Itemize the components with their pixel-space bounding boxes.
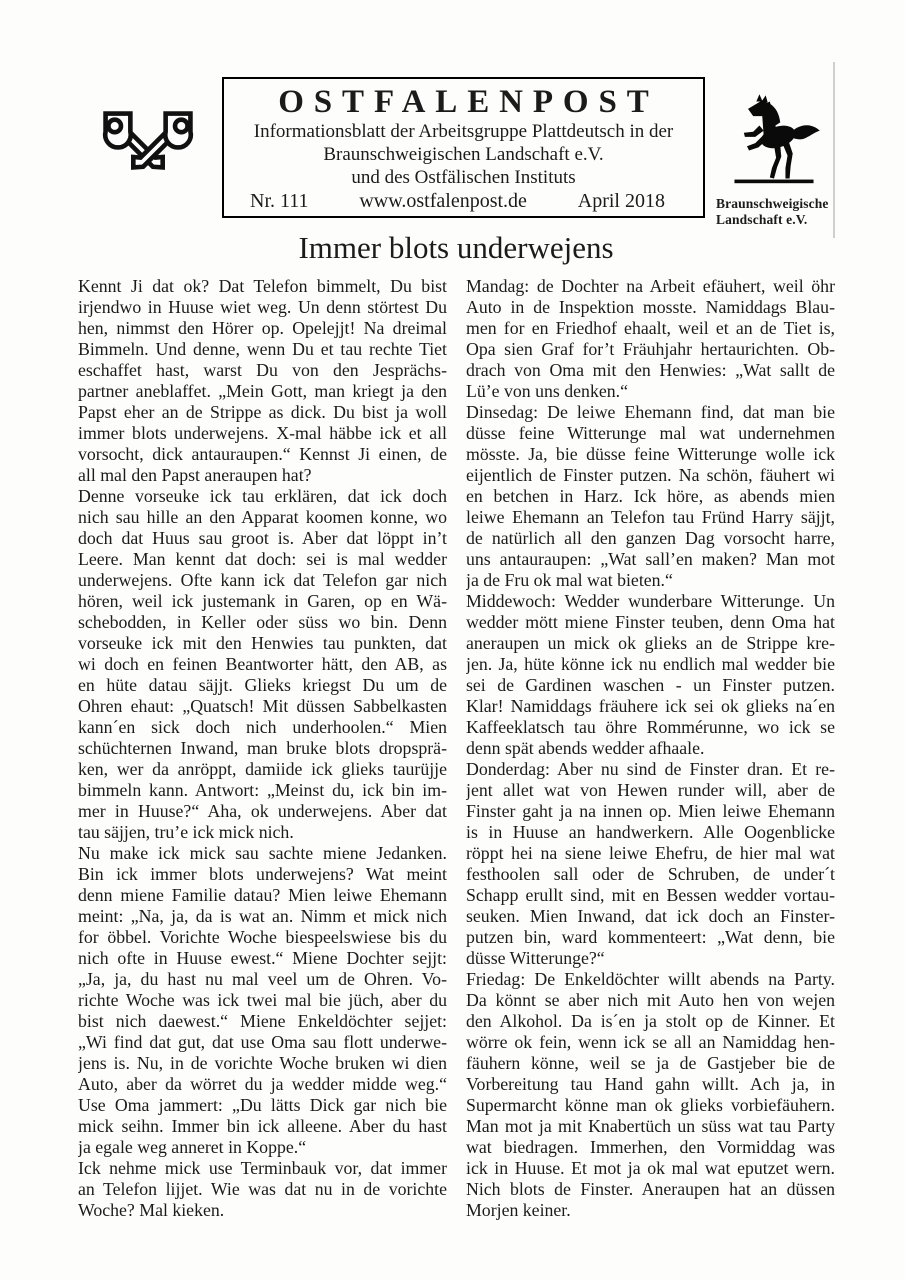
scan-artifact-line bbox=[833, 62, 835, 238]
text-line: Donderdag: Aber nu sind de Finster dran. Et re- bbox=[466, 759, 835, 779]
crossed-keys-logo bbox=[88, 98, 208, 190]
text-line: leiwe Ehemann an Telefon tau Fründ Harry säjjt, bbox=[466, 507, 835, 527]
newsletter-title: OSTFALENPOST bbox=[278, 84, 659, 120]
masthead-subtitle-line1: Informationsblatt der Arbeitsgruppe Plattdeutsch in der bbox=[253, 121, 674, 142]
text-line: „Wi find dat gut, dat use Oma sau flott underwe- bbox=[78, 1032, 447, 1052]
text-line: Ick nehme mick use Terminbauk vor, dat immer bbox=[78, 1158, 447, 1178]
text-line: Kennt Ji dat ok? Dat Telefon bimmelt, Du bist bbox=[78, 276, 447, 296]
horse-logo-caption-line2: Landschaft e.V. bbox=[716, 212, 808, 227]
text-line: underwejens. Ofte kann ick dat Telefon gar nich bbox=[78, 570, 447, 590]
text-line: is in Huuse an handwerkern. Alle Oogenblicke bbox=[466, 822, 835, 842]
text-line: kann´en sick doch nich underhoolen.“ Mien bbox=[78, 717, 447, 737]
text-line: wörre ok fein, wenn ick se all an Namiddag hen- bbox=[466, 1032, 835, 1052]
text-line: sei de Gardinen waschen - un Finster putzen. bbox=[466, 675, 835, 695]
text-line: ick in Huuse. Et mot ja ok mal wat eputzet wern. bbox=[466, 1158, 835, 1178]
text-line: röppt hei na siene leiwe Ehefru, de hier mal wat bbox=[466, 843, 835, 863]
text-line: eijentlich de Finster putzen. Na schön, fäuhert wi bbox=[466, 465, 835, 485]
text-line: Dinsedag: De leiwe Ehemann find, dat man bie bbox=[466, 402, 835, 422]
text-line: Finster gaht ja na innen op. Mien leiwe Ehemann bbox=[466, 801, 835, 821]
text-line: Woche? Mal kieken. bbox=[78, 1200, 225, 1220]
text-line: schebodden, in Keller oder süss wo bin. Denn bbox=[78, 612, 447, 632]
text-line: wat biedragen. Immerhen, den Vormiddag was bbox=[466, 1137, 835, 1157]
crossed-keys-icon bbox=[88, 98, 208, 190]
text-line: Friedag: De Enkeldöchter willt abends na Party. bbox=[466, 969, 835, 989]
text-line: drach von Oma mit den Henwies: „Wat sallt de bbox=[466, 360, 835, 380]
text-line: fäuhern könne, weil se ja de Gastjeber bie de bbox=[466, 1053, 835, 1073]
text-line: Leere. Man kennt dat doch: sei is mal wedder bbox=[78, 549, 447, 569]
text-line: Morjen keiner. bbox=[466, 1200, 571, 1220]
article-column-right bbox=[466, 276, 835, 1221]
issue-row bbox=[224, 189, 703, 212]
text-line: schüchternen Inwand, man bruke blots dropsprä- bbox=[78, 738, 447, 758]
text-line: „Ja, ja, du hast nu mal veel um de Ohren. Vo- bbox=[78, 969, 447, 989]
masthead-subtitle-line2: Braunschweigischen Landschaft e.V. bbox=[323, 144, 604, 165]
text-line: jens is. Nu, in de vorichte Woche bruken wi dien bbox=[78, 1053, 447, 1073]
masthead-box bbox=[222, 77, 705, 218]
text-line: jent allet wat von Hewen runder will, aber de bbox=[466, 780, 835, 800]
text-line: hen, nimmst den Hörer op. Opelejjt! Na dreimal bbox=[78, 318, 447, 338]
horse-logo-caption-line1: Braunschweigische bbox=[716, 196, 829, 211]
text-line: vorseuke ick mit den Henwies tau punkten, dat bbox=[78, 633, 447, 653]
masthead-subtitle-line3: und des Ostfälischen Instituts bbox=[351, 167, 576, 188]
text-line: wi doch en feinen Beantworter hätt, den AB, as bbox=[78, 654, 447, 674]
text-line: Ohren ehaut: „Quatsch! Mit düssen Sabbelkasten bbox=[78, 696, 447, 716]
text-line: de natürlich all den ganzen Dag vorsocht harre, bbox=[466, 528, 835, 548]
text-line: meint: „Na, ja, da is wat an. Nimm et mick nich bbox=[78, 906, 447, 926]
text-line: all mal den Papst aneraupen hat? bbox=[78, 465, 312, 485]
text-line: Klar! Namiddags fräuhere ick sei ok glieks na´en bbox=[466, 696, 835, 716]
text-line: an Telefon lijjet. Wie was dat nu in de vorichte bbox=[78, 1179, 447, 1199]
text-line: Lü’e von uns denken.“ bbox=[466, 381, 628, 401]
text-line: en betchen in Harz. Ick höre, as abends mien bbox=[466, 486, 835, 506]
text-line: wedder mött miene Finster teuben, denn Oma hat bbox=[466, 612, 835, 632]
text-line: putzen bin, ward kommenteert: „Wat denn, bie bbox=[466, 927, 835, 947]
text-line: Kaffeeklatsch tau öhre Rommérunne, wo ick se bbox=[466, 717, 835, 737]
text-line: festhoolen sall oder de Schruben, de under´t bbox=[466, 864, 835, 884]
issue-number: Nr. 111 bbox=[250, 190, 309, 212]
text-line: mer in Huuse?“ Aha, ok underwejens. Aber dat bbox=[78, 801, 447, 821]
text-line: Auto in de Inspektion mosste. Namiddags Blau- bbox=[466, 297, 835, 317]
website-text: www.ostfalenpost.de bbox=[359, 190, 527, 212]
text-line: doch dat Huus sau groot is. Aber dat löppt in’t bbox=[78, 528, 447, 548]
text-line: men for en Friedhof ehaalt, weil et an de Tiet is, bbox=[466, 318, 835, 338]
text-line: denn spät abends wedder afhaale. bbox=[466, 738, 705, 758]
text-line: Nich blots de Finster. Aneraupen hat an düssen bbox=[466, 1179, 835, 1199]
text-line: hören, weil ick justemank in Garen, op en Wä- bbox=[78, 591, 447, 611]
article-body bbox=[78, 276, 835, 1221]
text-line: nich sau hille an den Apparat koomen konne, wo bbox=[78, 507, 447, 527]
article-column-left bbox=[78, 276, 447, 1221]
text-line: bimmeln kann. Antwort: „Meinst du, ick bin im- bbox=[78, 780, 447, 800]
text-line: vorsocht, dick antauraupen.“ Kennst Ji einen, de bbox=[78, 444, 447, 464]
horse-logo bbox=[712, 82, 836, 228]
text-line: Mandag: de Dochter na Arbeit efäuhert, weil öhr bbox=[466, 276, 835, 296]
text-line: Use Oma jammert: „Du lätts Dick gar nich bie bbox=[78, 1095, 447, 1115]
issue-date: April 2018 bbox=[577, 190, 665, 212]
text-line: irjendwo in Huuse wiet weg. Un denn störtest Du bbox=[78, 297, 447, 317]
text-line: ja de Fru ok mal wat bieten.“ bbox=[466, 570, 673, 590]
text-line: Da könnt se aber nich mit Auto hen von wejen bbox=[466, 990, 835, 1010]
text-line: Schapp erullt sind, mit en Bessen wedder vortau- bbox=[466, 885, 835, 905]
text-line: seuken. Mien Inwand, dat ick doch an Finster- bbox=[466, 906, 835, 926]
text-line: nich ofte in Huuse ewest.“ Miene Dochter sejjt: bbox=[78, 948, 447, 968]
text-line: Vorbereitung tau Hand gahn willt. Ach ja, in bbox=[466, 1074, 835, 1094]
article-title: Immer blots underwejens bbox=[298, 230, 614, 265]
rearing-horse-icon bbox=[722, 82, 826, 196]
text-line: den Alkohol. Da is´en ja stolt op de Kinner. Et bbox=[466, 1011, 835, 1031]
text-line: Bimmeln. Und denne, wenn Du et tau rechte Tiet bbox=[78, 339, 447, 359]
text-line: en hüte datau säjjt. Glieks kriegst Du um de bbox=[78, 675, 447, 695]
text-line: Papst eher an de Strippe as dick. Du bist ja woll bbox=[78, 402, 447, 422]
text-line: Denne vorseuke ick tau erklären, dat ick doch bbox=[78, 486, 447, 506]
text-line: ken, wer da anröppt, damiide ick glieks taurüjje bbox=[78, 759, 447, 779]
text-line: düsse feine Witterunge mal wat undernehmen bbox=[466, 423, 835, 443]
text-line: Bin ick immer blots underwejens? Wat meint bbox=[78, 864, 447, 884]
text-line: uns antauraupen: „Wat sall’en maken? Man mot bbox=[466, 549, 835, 569]
text-line: bist nich daewest.“ Miene Enkeldöchter sejjet: bbox=[78, 1011, 447, 1031]
text-line: tau säjjen, tru’e ick mick nich. bbox=[78, 822, 294, 842]
text-line: partner aneblaffet. „Mein Gott, man kriegt ja den bbox=[78, 381, 447, 401]
text-line: aneraupen un mick ok glieks an de Strippe kre- bbox=[466, 633, 835, 653]
text-line: eschaffet hast, warst Du von den Jesprächs- bbox=[78, 360, 447, 380]
text-line: immer blots underwejens. X-mal häbbe ick et all bbox=[78, 423, 447, 443]
text-line: Middewoch: Wedder wunderbare Witterunge. Un bbox=[466, 591, 835, 611]
text-line: denn miene Familie datau? Mien leiwe Ehemann bbox=[78, 885, 447, 905]
text-line: Man mot ja mit Knabertüch un süss wat tau Party bbox=[466, 1116, 835, 1136]
text-line: ja egale weg anneret in Koppe.“ bbox=[78, 1137, 307, 1157]
text-line: for öbbel. Vorichte Woche biespeelswiese bis du bbox=[78, 927, 447, 947]
text-line: düsse Witterunge?“ bbox=[466, 948, 605, 968]
text-line: mick seihn. Immer bin ick alleene. Aber du hast bbox=[78, 1116, 447, 1136]
text-line: richte Woche was ick twei mal bie jüch, aber du bbox=[78, 990, 447, 1010]
text-line: Auto, aber da wörret du ja wedder midde weg.“ bbox=[78, 1074, 447, 1094]
text-line: jen. Ja, hüte könne ick nu endlich mal wedder bie bbox=[466, 654, 835, 674]
text-line: Opa sien Graf for’t Fräuhjahr hertaurichten. Ob- bbox=[466, 339, 835, 359]
text-line: mösste. Ja, bie düsse feine Witterunge wolle ick bbox=[466, 444, 835, 464]
text-line: Nu make ick mick sau sachte miene Jedanken. bbox=[78, 843, 447, 863]
text-line: Supermarcht könne man ok glieks vorbiefäuhern. bbox=[466, 1095, 835, 1115]
